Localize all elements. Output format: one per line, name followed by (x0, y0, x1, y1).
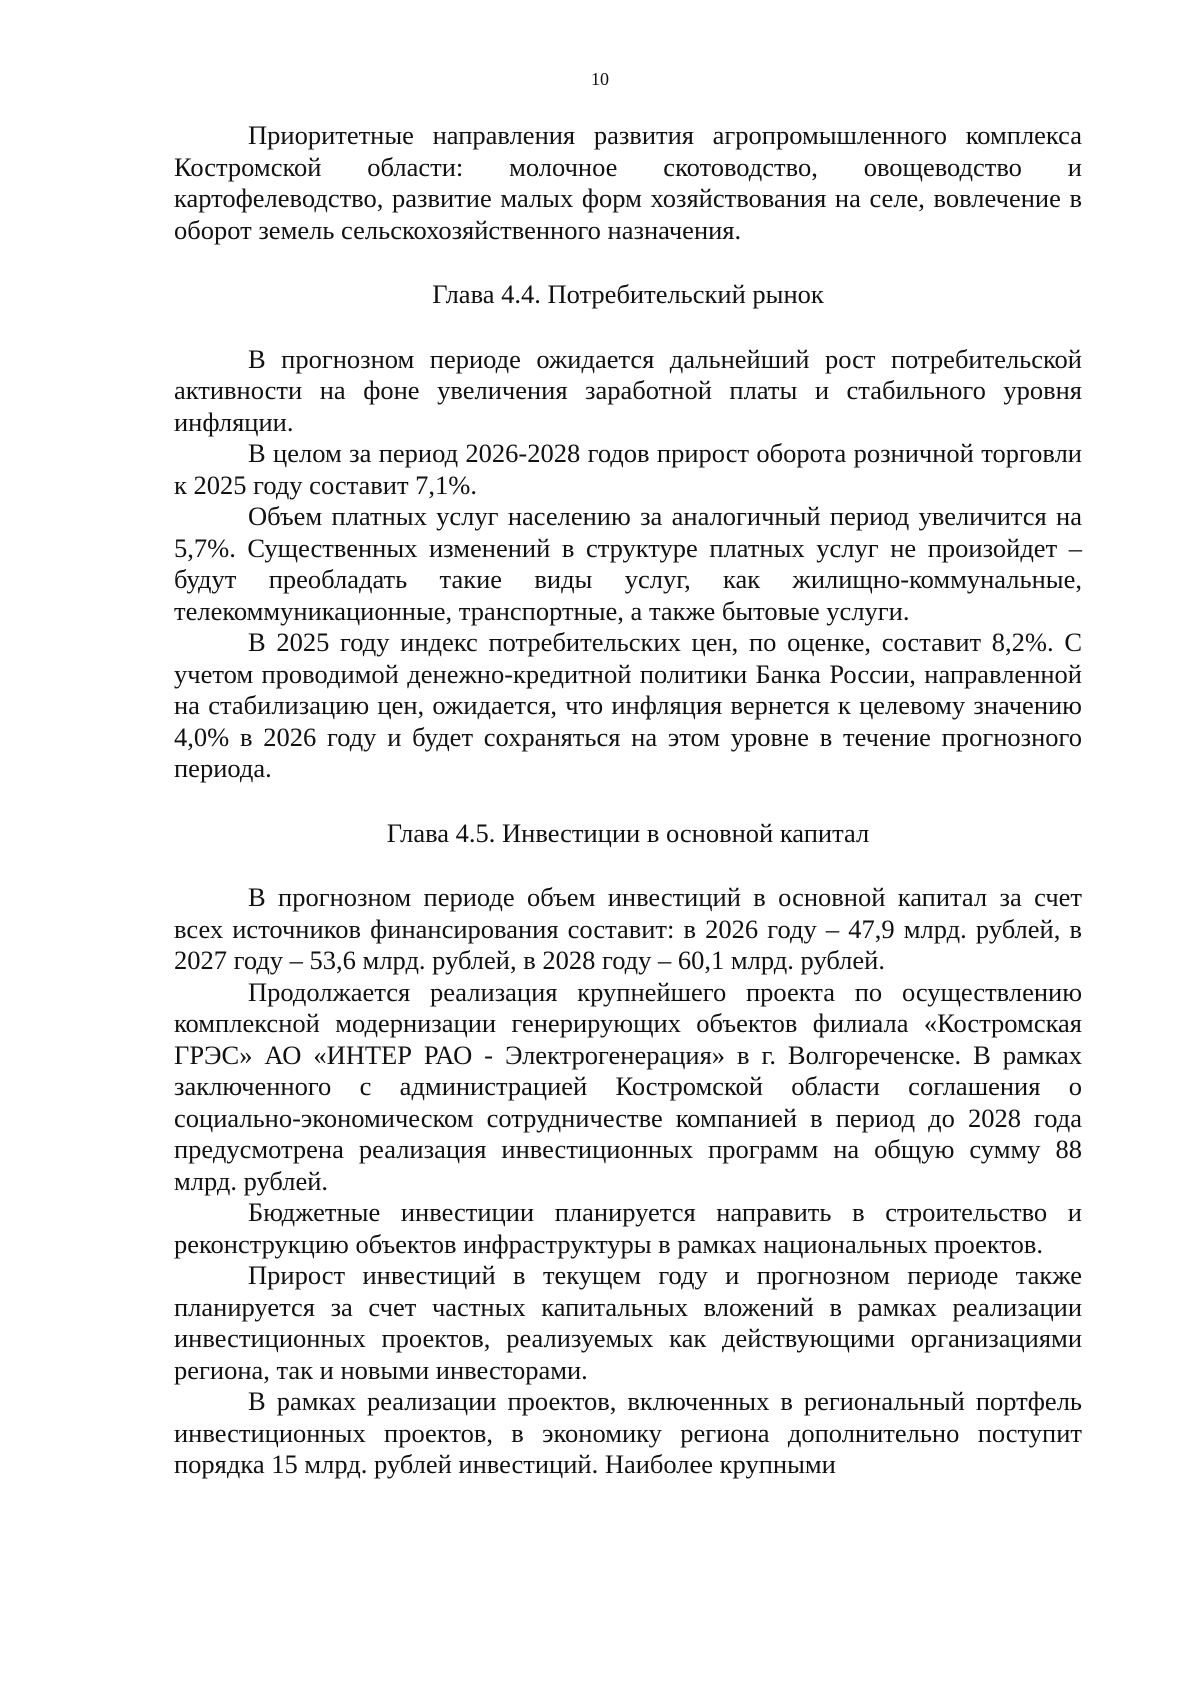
consumer-paragraph-1: В прогнозном периоде ожидается дальнейший рост потребительской активности на фоне увеличения заработной платы и стабильного уровня инфляции. (174, 343, 1082, 437)
investment-paragraph-5: В рамках реализации проектов, включенных в региональный портфель инвестиционных проектов, в экономику региона дополнительно поступит порядка 15 млрд. рублей инвестиций. Наиболее крупными (174, 1386, 1082, 1479)
consumer-paragraph-2: В целом за период 2026-2028 годов прирост оборота розничной торговли к 2025 году составит 7,1%. (174, 438, 1082, 500)
page-number: 10 (591, 69, 609, 89)
agro-priorities-paragraph: Приоритетные направления развития агропромышленного комплекса Костромской области: молочное скотоводство, овощеводство и картофелеводство, развитие малых форм хозяйствования на селе, вовлечение в оборот земель сельскохозяйственного назначения. (174, 120, 1082, 245)
consumer-paragraph-3: Объем платных услуг населению за аналогичный период увеличится на 5,7%. Существенных изменений в структуре платных услуг не произойдет – будут преобладать такие виды услуг, как жилищно-коммунальные, телекоммуникационные, транспортные, а также бытовые услуги. (174, 501, 1082, 626)
page-content (174, 120, 1082, 1481)
consumer-paragraph-4: В 2025 году индекс потребительских цен, по оценке, составит 8,2%. С учетом проводимой денежно-кредитной политики Банка России, направленной на стабилизацию цен, ожидается, что инфляция вернется к целевому значению 4,0% в 2026 году и будет сохраняться на этом уровне в течение прогнозного периода. (174, 627, 1082, 783)
investment-paragraph-4: Прирост инвестиций в текущем году и прогнозном периоде также планируется за счет частных капитальных вложений в рамках реализации инвестиционных проектов, реализуемых как действующими организациями региона, так и новыми инвесторами. (174, 1260, 1082, 1385)
investment-paragraph-2: Продолжается реализация крупнейшего проекта по осуществлению комплексной модернизации генерирующих объектов филиала «Костромская ГРЭС» АО «ИНТЕР РАО - Электрогенерация» в г. Волгореченске. В рамках заключенного с администрацией Костромской области соглашения о социально-экономическом сотрудничестве компанией в период до 2028 года предусмотрена реализация инвестиционных программ на общую сумму 88 млрд. рублей. (174, 976, 1082, 1196)
chapter-4-5-heading: Глава 4.5. Инвестиции в основной капитал (386, 817, 870, 848)
investment-paragraph-3: Бюджетные инвестиции планируется направить в строительство и реконструкцию объектов инфраструктуры в рамках национальных проектов. (174, 1197, 1082, 1259)
chapter-4-4-heading: Глава 4.4. Потребительский рынок (432, 279, 824, 309)
investment-paragraph-1: В прогнозном периоде объем инвестиций в основной капитал за счет всех источников финансирования составит: в 2026 году – 47,9 млрд. рублей, в 2027 году – 53,6 млрд. рублей, в 2028 году – 60,1 млрд. рублей. (174, 882, 1082, 975)
